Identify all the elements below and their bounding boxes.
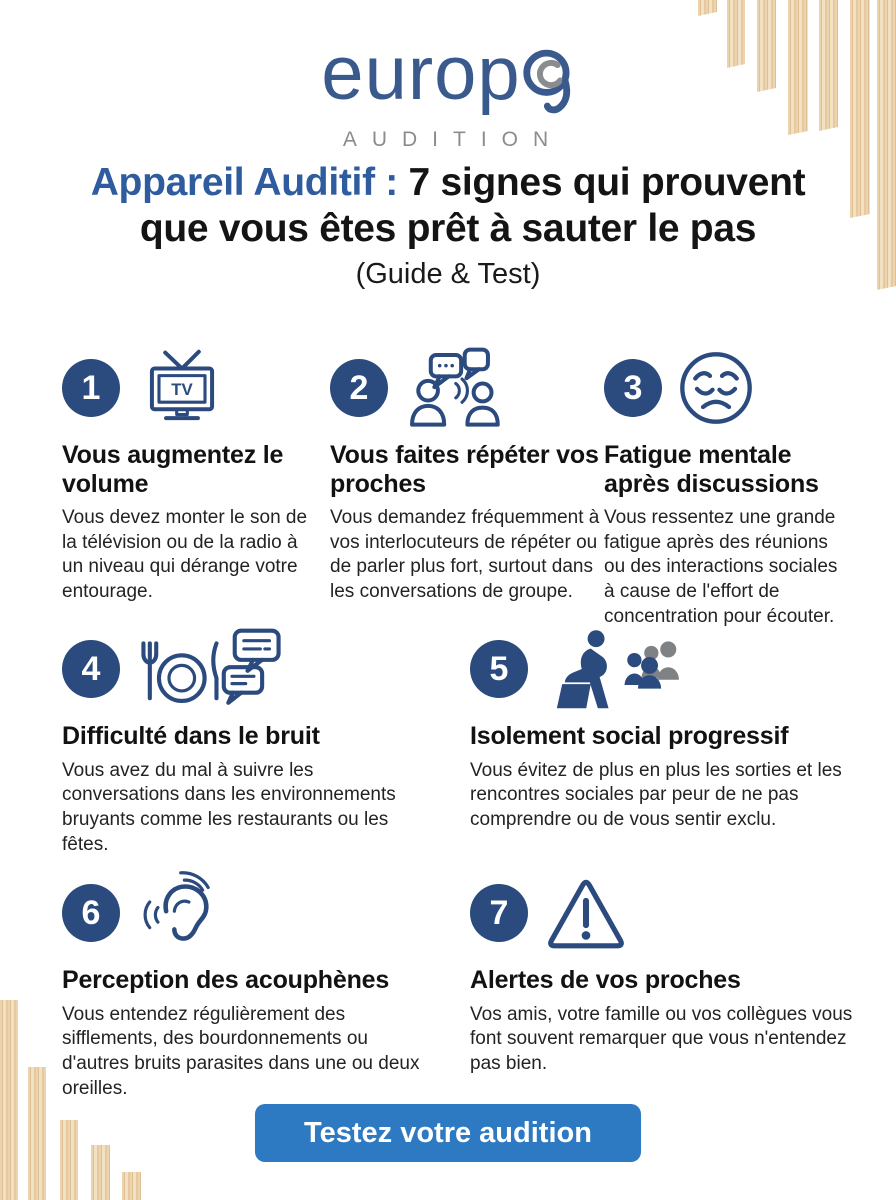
sign-item-6 bbox=[62, 870, 434, 1101]
number-badge: 2 bbox=[330, 359, 388, 417]
title-line-1 bbox=[0, 160, 896, 206]
item-body: Vous entendez régulièrement des sifflements, des bourdonnements ou d'autres bruits parasites dans une ou deux oreilles. bbox=[62, 1003, 420, 1099]
brand-name-text: europ bbox=[321, 31, 521, 116]
item-heading: Fatigue mentale après discussions bbox=[604, 441, 819, 498]
conversation-repeat-icon bbox=[404, 347, 504, 429]
number-badge: 1 bbox=[62, 359, 120, 417]
page-title bbox=[0, 160, 896, 252]
sad-face-icon bbox=[678, 350, 754, 426]
item-body: Vous avez du mal à suivre les conversations dans les environnements bruyants comme les restaurants ou les fêtes. bbox=[62, 759, 396, 855]
item-body: Vous ressentez une grande fatigue après des réunions ou des interactions sociales à cause de l'effort de concentration pour écouter. bbox=[604, 507, 838, 627]
sign-item-7 bbox=[470, 870, 870, 1077]
item-body: Vous évitez de plus en plus les sorties et les rencontres sociales par peur de ne pas comprendre ou de vous sentir exclu. bbox=[470, 759, 842, 830]
wood-stick bbox=[28, 1067, 46, 1200]
item-heading: Alertes de vos proches bbox=[470, 966, 741, 994]
wood-stick bbox=[60, 1120, 78, 1200]
item-heading: Perception des acouphènes bbox=[62, 966, 390, 994]
test-hearing-button[interactable]: Testez votre audition bbox=[255, 1104, 641, 1162]
item-heading: Difficulté dans le bruit bbox=[62, 722, 320, 750]
number-badge: 7 bbox=[470, 884, 528, 942]
item-heading: Vous augmentez le volume bbox=[62, 441, 284, 498]
ear-letter-icon bbox=[523, 42, 575, 124]
item-body: Vos amis, votre famille ou vos collègues vous font souvent remarquer que vous n'entendez pas bien. bbox=[470, 1003, 853, 1074]
brand-tagline: AUDITION bbox=[342, 128, 564, 151]
number-badge: 4 bbox=[62, 640, 120, 698]
item-body: Vous devez monter le son de la télévision ou de la radio à un niveau qui dérange votre entourage. bbox=[62, 507, 308, 603]
sign-item-3 bbox=[604, 345, 850, 629]
wood-stick bbox=[0, 1000, 18, 1200]
ear-tinnitus-icon bbox=[136, 871, 220, 955]
tv-icon bbox=[136, 349, 228, 427]
title-highlight: Appareil Auditif : bbox=[90, 161, 398, 204]
item-heading: Vous faites répéter vos proches bbox=[330, 441, 599, 498]
title-line-2: que vous êtes prêt à sauter le pas bbox=[139, 207, 757, 251]
page-subtitle: (Guide & Test) bbox=[355, 258, 541, 290]
social-isolation-icon bbox=[544, 628, 682, 710]
sign-item-4 bbox=[62, 626, 414, 857]
tv-icon-label: TV bbox=[171, 380, 193, 400]
sign-item-5 bbox=[470, 626, 852, 833]
brand-logo bbox=[0, 31, 896, 152]
number-badge: 5 bbox=[470, 640, 528, 698]
item-heading: Isolement social progressif bbox=[470, 722, 789, 750]
wood-stick bbox=[122, 1172, 141, 1200]
sign-item-1 bbox=[62, 345, 320, 605]
number-badge: 6 bbox=[62, 884, 120, 942]
sign-item-2 bbox=[330, 345, 602, 605]
brand-name bbox=[321, 31, 574, 124]
wood-stick bbox=[91, 1145, 110, 1200]
wood-stick bbox=[698, 0, 717, 16]
title-rest: 7 signes qui prouvent bbox=[398, 161, 806, 204]
number-badge: 3 bbox=[604, 359, 662, 417]
item-body: Vous demandez fréquemment à vos interlocuteurs de répéter ou de parler plus fort, surtout dans les conversations de groupe. bbox=[330, 507, 600, 603]
warning-icon bbox=[544, 875, 628, 951]
restaurant-noise-icon bbox=[136, 627, 286, 711]
